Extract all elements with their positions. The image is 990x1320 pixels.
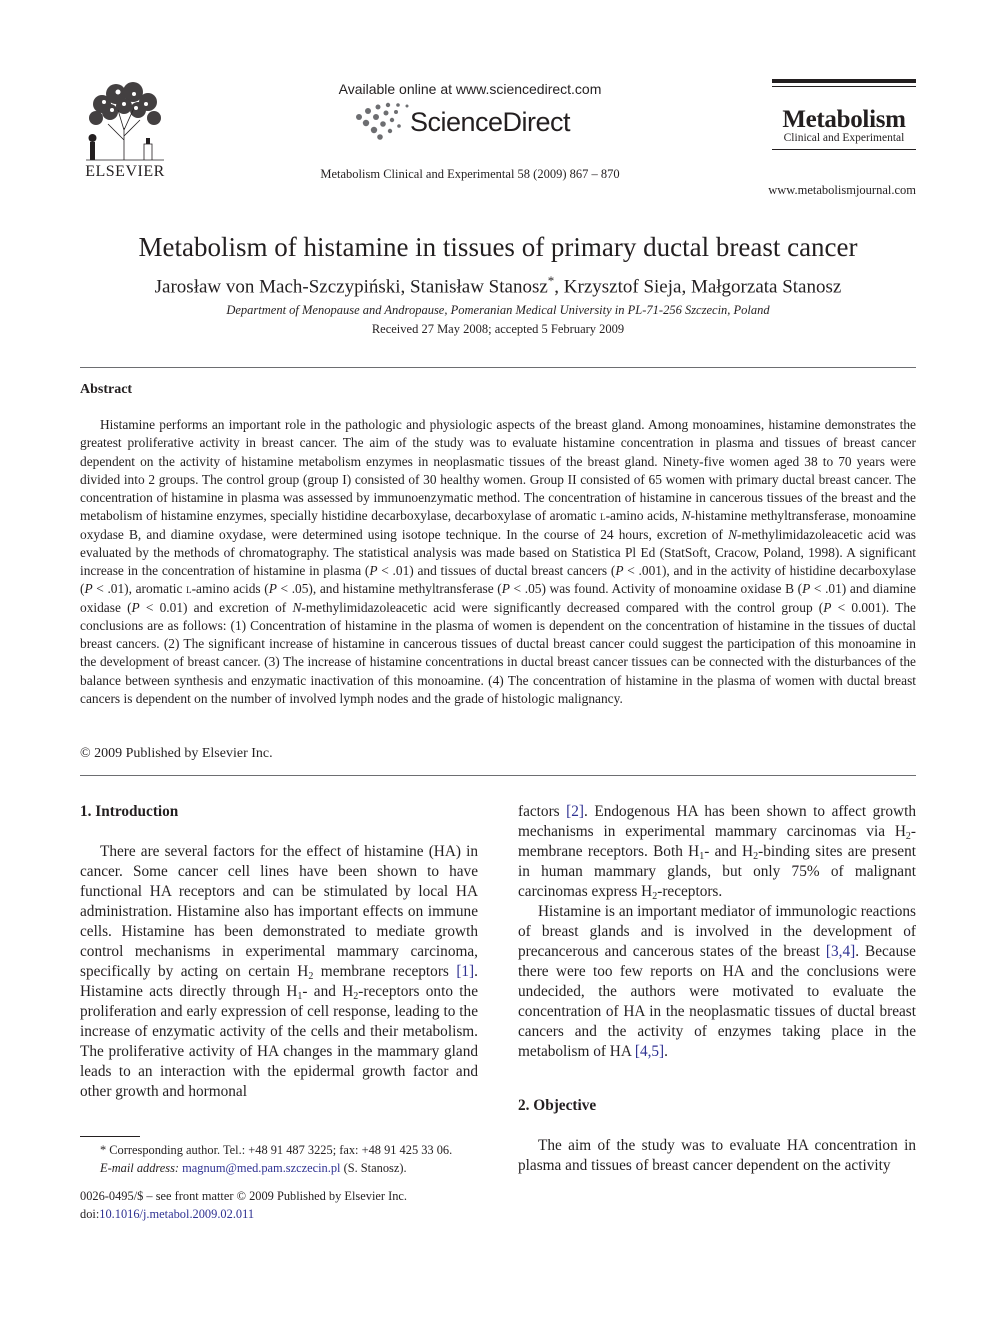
objective-paragraph: The aim of the study was to evaluate HA concentration in plasma and tissues of breast cancer dependent on the activity [518, 1137, 916, 1174]
reference-link[interactable]: [4,5] [634, 1043, 665, 1060]
authors-first: Jarosław von Mach-Szczypiński, Stanisław Stanosz [154, 276, 548, 298]
issn-line: 0026-0495/$ – see front matter © 2009 Published by Elsevier Inc. [80, 1189, 408, 1203]
introduction-heading: 1. Introduction [80, 803, 179, 820]
introduction-paragraph: There are several factors for the effect of histamine (HA) in cancer. Some cancer cell lines have been shown to have functional HA receptors and can be stimulated by local HA administration. Histamine also has important effects on immune cells. Histamine has been demonstrated to mediate growth control mechanisms in experimental mammary carcinoma, specifically by acting on certain $H_2$ membrane receptors [1]. Histamine acts directly through $H_1-$ and $H_2$-receptors onto the proliferation and early expression of cell response, leading to the increase of enzymatic activity of the cells and their metabolism. The proliferative activity of HA changes in the mammary gland leads to an interaction with the epidermal growth factor and other growth and hormonal [80, 843, 478, 1100]
footnote-rule [80, 1136, 140, 1137]
masthead-rule-thin [772, 86, 916, 87]
journal-url-link[interactable]: www.metabolismjournal.com [768, 183, 916, 197]
corresponding-author-mark[interactable]: * [547, 273, 555, 288]
article-title: Metabolism of histamine in tissues of primary ductal breast cancer [138, 232, 858, 262]
introduction-continued: factors [2]. Endogenous HA has been shown to affect growth mechanisms in experimental mammary carcinomas via $H_2$-membrane receptors. Both $H_1-$ and $H_2$-binding sites are present in human mammary glands, but only 75% of malignant carcinomas express $H_2$-receptors. Histamine is an important mediator of immunologic reactions of breast glands and is involved in the development of precancerous and cancerous states of the breast [3,4]. Because there were too few reports on HA and the conclusions were undecided, the authors were motivated to evaluate the concentration of HA in the neoplasmatic tissues of ductal breast cancers and the activity of enzymes taking place in the metabolism of HA [4,5]. [518, 803, 916, 1060]
publisher-name: ELSEVIER [85, 163, 165, 180]
corresponding-author-note: * Corresponding author. Tel.: +48 91 487 3225; fax: +48 91 425 33 06. [100, 1143, 453, 1157]
doi-link[interactable]: 10.1016/j.metabol.2009.02.011 [99, 1207, 255, 1221]
received-dates: Received 27 May 2008; accepted 5 February 2009 [371, 322, 625, 336]
email-label: E-mail address: [100, 1161, 180, 1175]
authors-rest: , Krzysztof Sieja, Małgorzata Stanosz [554, 276, 842, 298]
objective-heading: 2. Objective [518, 1097, 597, 1114]
email-link[interactable]: magnum@med.pam.szczecin.pl [182, 1161, 341, 1175]
masthead-rule [772, 79, 916, 83]
reference-link[interactable]: [3,4] [825, 943, 856, 960]
available-online-text: Available online at www.sciencedirect.com [338, 81, 602, 97]
abstract-copyright: © 2009 Published by Elsevier Inc. [80, 746, 273, 761]
journal-title: Metabolism [782, 106, 906, 133]
abstract-body: Histamine performs an important role in the pathologic and physiologic aspects of the breast gland. Among monoamines, histamine demonstrates the greatest proliferative activity in breast cancer. The aim of the study was to evaluate histamine concentration in plasma and tissues of breast cancer dependent on the activity of histamine metabolism enzymes in neoplasmatic tissues of the breast gland. Ninety-five women aged 38 to 70 years were divided into 2 groups. The control group (group I) consisted of 30 healthy women. Group II consisted of 65 women with primary ductal breast cancer. The concentration of histamine in plasma was assessed by immunoenzymatic method. The concentration of histamine in cancerous tissues of the breast and the metabolism of histamine enzymes, specially histidine decarboxylase, decarboxylase of aromatic l-amino acids, N-histamine methyltransferase, monoamine oxydase B, and diamine oxydase, were determined using isotope technique. In the course of 24 hours, excretion of N-methylimidazoleacetic acid was evaluated by the methods of chromatography. The statistical analysis was made based on Statistica Pl Ed (StatSoft, Cracow, Poland, 1998). A significant increase in the concentration of histamine in plasma (P < .01) and tissues of ductal breast cancers (P < .001), and in the activity of histidine decarboxylase (P < .01), aromatic l-amino acids (P < .05), and histamine methyltransferase (P < .05) was found. Activity of monoamine oxidase B (P < .01) and diamine oxidase (P < 0.01) and excretion of N-methylimidazoleacetic acid were significantly decreased compared with the control group (P < 0.001). The conclusions are as follows: (1) Concentration of histamine in the plasma of women is dependent on the concentration of histamine in the tissues of ductal breast cancers. (2) The significant increase of histamine in cancerous tissues of ductal breast cancer could suggest the participation of this monoamine in the development of breast cancer. (3) The increase of histamine concentrations in ductal breast cancer tissues can be connected with the disturbances of the balance between synthesis and enzymatic inactivation of this monoamine. (4) The concentration of histamine in the plasma of women with ductal breast cancers is dependent on the number of involved lymph nodes and the grade of histologic malignancy. [80, 417, 917, 706]
reference-link[interactable]: [1] [456, 963, 475, 980]
sciencedirect-logo-text: ScienceDirect [410, 107, 571, 137]
divider [80, 367, 916, 368]
journal-subtitle: Clinical and Experimental [783, 132, 905, 144]
abstract-heading: Abstract [80, 382, 133, 397]
footnote: * Corresponding author. Tel.: +48 91 487 3225; fax: +48 91 425 33 06. E-mail address: magnum@med.pam.szczecin.pl (S. Stanosz). [80, 1141, 478, 1177]
reference-link[interactable]: [2] [566, 803, 584, 820]
journal-citation: Metabolism Clinical and Experimental 58 (2009) 867 – 870 [320, 167, 620, 181]
masthead-rule-bottom [772, 149, 916, 150]
divider [80, 775, 916, 776]
front-matter-info: 0026-0495/$ – see front matter © 2009 Published by Elsevier Inc. doi:10.1016/j.metabol.2009.02.011 [80, 1187, 478, 1223]
affiliation: Department of Menopause and Andropause, Pomeranian Medical University in PL-71-256 Szczecin, Poland [226, 303, 770, 317]
author-list [80, 273, 916, 298]
